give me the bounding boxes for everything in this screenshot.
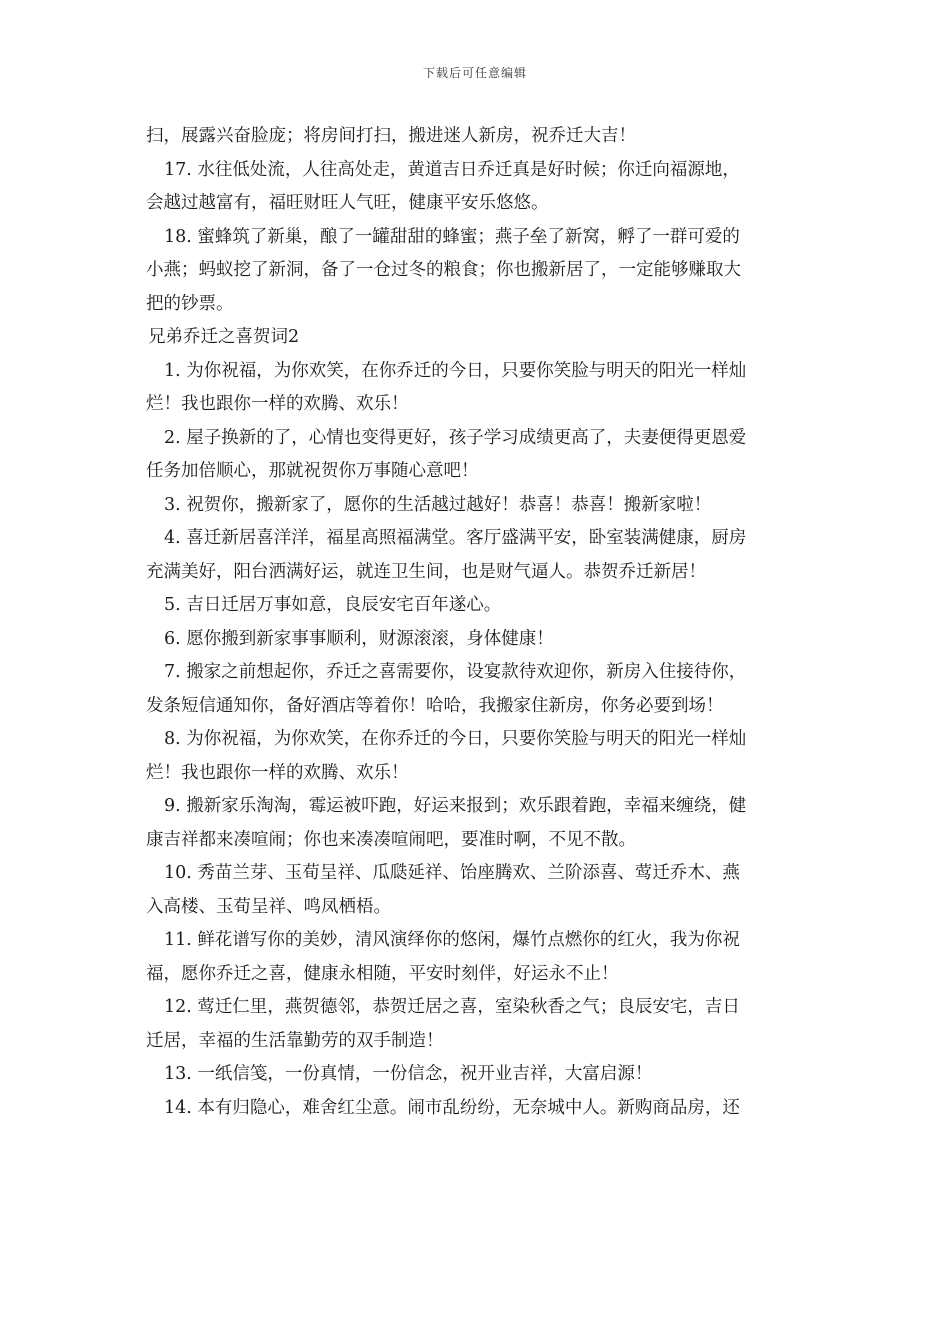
- document-body: [146, 120, 806, 1125]
- text-line: 2. 屋子换新的了，心情也变得更好，孩子学习成绩更高了，夫妻便得更恩爱: [164, 427, 747, 448]
- text-line: 迁居，幸福的生活靠勤劳的双手制造！: [146, 1030, 444, 1051]
- text-line: 小燕；蚂蚁挖了新洞，备了一仓过冬的粮食；你也搬新居了，一定能够赚取大: [146, 260, 741, 280]
- text-line: 12. 莺迁仁里，燕贺德邻，恭贺迁居之喜，室染秋香之气；良辰安宅，吉日: [164, 997, 740, 1017]
- section-heading: 兄弟乔迁之喜贺词2: [148, 327, 300, 347]
- text-line: 5. 吉日迁居万事如意，良辰安宅百年遂心。: [164, 595, 502, 615]
- text-line: 会越过越富有，福旺财旺人气旺，健康平安乐悠悠。: [146, 193, 549, 213]
- text-line: 14. 本有归隐心，难舍红尘意。闹市乱纷纷，无奈城中人。新购商品房，还: [164, 1097, 740, 1118]
- text-line: 10. 秀苗兰芽、玉荀呈祥、瓜瓞延祥、饴座腾欢、兰阶添喜、莺迁乔木、燕: [164, 863, 740, 883]
- text-line: 1. 为你祝福，为你欢笑，在你乔迁的今日，只要你笑脸与明天的阳光一样灿: [164, 360, 747, 381]
- text-line: 11. 鲜花谱写你的美妙，清风演绎你的悠闲，爆竹点燃你的红火，我为你祝: [164, 930, 740, 950]
- page-header: 下载后可任意编辑: [422, 66, 527, 80]
- text-line: 7. 搬家之前想起你，乔迁之喜需要你，设宴款待欢迎你，新房入住接待你，: [164, 662, 747, 682]
- text-line: 13. 一纸信笺，一份真情，一份信念，祝开业吉祥，大富启源！: [164, 1064, 653, 1084]
- text-line: 任务加倍顺心，那就祝贺你万事随心意吧！: [146, 461, 479, 481]
- text-line: 发条短信通知你，备好酒店等着你！哈哈，我搬家住新房，你务必要到场！: [146, 695, 724, 716]
- text-line: 入高楼、玉荀呈祥、鸣凤栖梧。: [146, 896, 391, 917]
- text-line: 扫，展露兴奋脸庞；将房间打扫，搬进迷人新房，祝乔迁大吉！: [146, 126, 636, 146]
- text-line: 18. 蜜蜂筑了新巢，酿了一罐甜甜的蜂蜜；燕子垒了新窝，孵了一群可爱的: [164, 226, 740, 247]
- text-line: 9. 搬新家乐淘淘，霉运被吓跑，好运来报到；欢乐跟着跑，幸福来缠绕，健: [164, 796, 747, 816]
- text-line: 把的钞票。: [146, 293, 234, 314]
- text-line: 充满美好，阳台洒满好运，就连卫生间，也是财气逼人。恭贺乔迁新居！: [146, 561, 706, 582]
- text-line: 康吉祥都来凑喧闹；你也来凑凑喧闹吧，要准时啊，不见不散。: [146, 829, 636, 850]
- text-line: 福，愿你乔迁之喜，健康永相随，平安时刻伴，好运永不止！: [146, 963, 619, 984]
- text-line: 6. 愿你搬到新家事事顺利，财源滚滚，身体健康！: [164, 628, 554, 649]
- text-line: 烂！我也跟你一样的欢腾、欢乐！: [146, 762, 409, 783]
- text-line: 烂！我也跟你一样的欢腾、欢乐！: [146, 394, 409, 414]
- text-line: 17. 水往低处流，人往高处走，黄道吉日乔迁真是好时候；你迁向福源地，: [164, 159, 740, 180]
- text-line: 8. 为你祝福，为你欢笑，在你乔迁的今日，只要你笑脸与明天的阳光一样灿: [164, 729, 747, 749]
- text-line: 4. 喜迁新居喜洋洋，福星高照福满堂。客厅盛满平安，卧室装满健康，厨房: [164, 528, 747, 548]
- text-line: 3. 祝贺你，搬新家了，愿你的生活越过越好！恭喜！恭喜！搬新家啦！: [164, 494, 712, 515]
